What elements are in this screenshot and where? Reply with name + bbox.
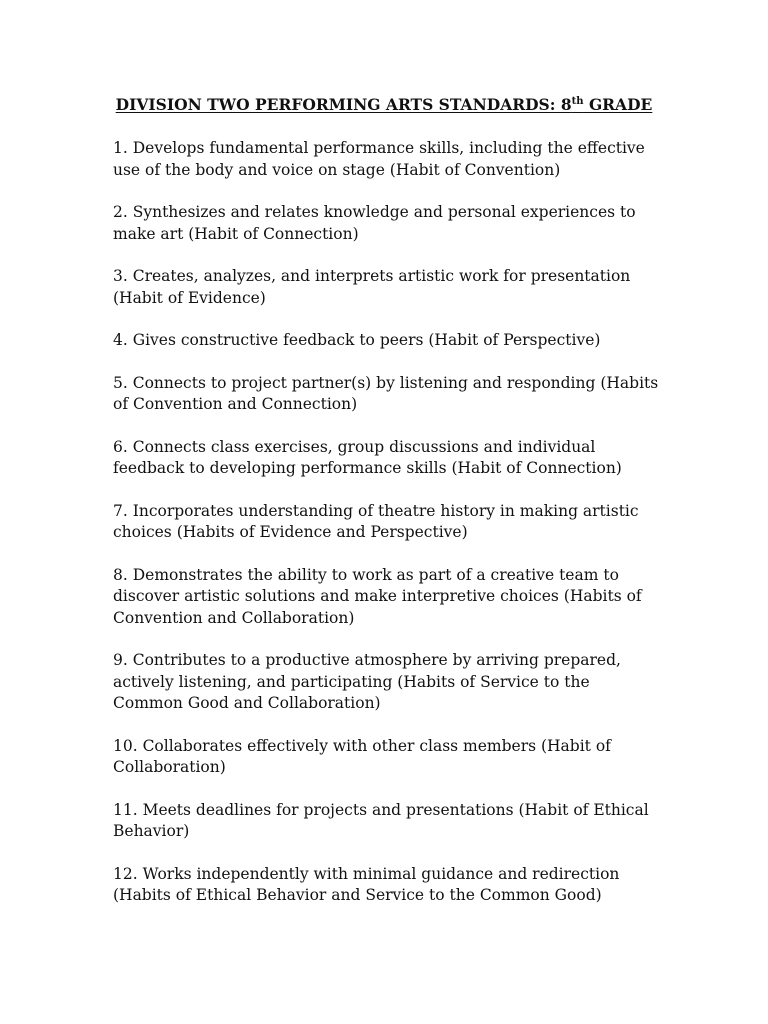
standard-item-3: 3. Creates, analyzes, and interprets artistic work for presentation (Habit of Evidence) [113, 267, 631, 307]
title-end: GRADE [583, 95, 653, 114]
page-title [0, 94, 768, 116]
standard-item-4: 4. Gives constructive feedback to peers (Habit of Perspective) [113, 331, 601, 349]
standard-item-6: 6. Connects class exercises, group discussions and individual feedback to developing performance skills (Habit of Connection) [113, 437, 622, 477]
standards-list [113, 138, 661, 928]
standard-item-8: 8. Demonstrates the ability to work as part of a creative team to discover artistic solutions and make interpretive choices (Habits of Convention and Collaboration) [113, 565, 642, 627]
standard-item-12: 12. Works independently with minimal guidance and redirection (Habits of Ethical Behavior and Service to the Common Good) [113, 864, 620, 904]
standard-item-5: 5. Connects to project partner(s) by listening and responding (Habits of Convention and Connection) [113, 373, 659, 413]
standard-item-9: 9. Contributes to a productive atmosphere by arriving prepared, actively listening, and participating (Habits of Service to the Common Good and Collaboration) [113, 651, 621, 712]
standard-item-1: 1. Develops fundamental performance skills, including the effective use of the body and voice on stage (Habit of Convention) [113, 139, 645, 179]
standard-item-7: 7. Incorporates understanding of theatre history in making artistic choices (Habits of Evidence and Perspective) [113, 501, 639, 541]
standard-item-2: 2. Synthesizes and relates knowledge and personal experiences to make art (Habit of Connection) [113, 203, 636, 243]
title-superscript: th [571, 95, 584, 107]
standard-item-10: 10. Collaborates effectively with other class members (Habit of Collaboration) [113, 736, 611, 776]
title-main: DIVISION TWO PERFORMING ARTS STANDARDS: 8 [115, 95, 572, 114]
standard-item-11: 11. Meets deadlines for projects and presentations (Habit of Ethical Behavior) [113, 800, 649, 840]
